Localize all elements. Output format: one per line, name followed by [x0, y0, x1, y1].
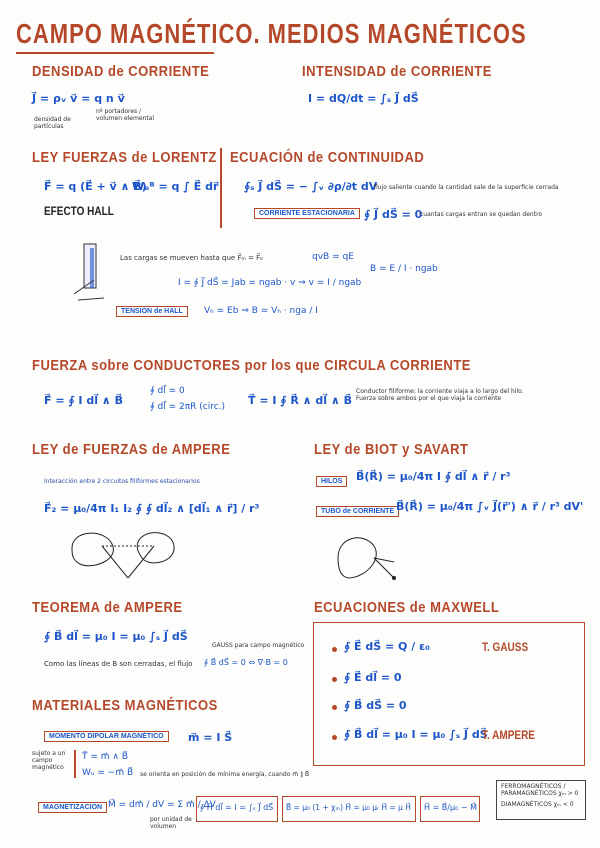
densidad-note-left: densidad de partículas [34, 116, 71, 130]
section-teorema: TEOREMA de AMPERE [32, 598, 183, 616]
hall-eq3: B = E / I · ngab [370, 264, 438, 274]
maxwell-eq4: ∮ B⃗ dl⃗ = μ₀ I = μ₀ ∫ₛ J⃗ dS⃗ [344, 728, 488, 741]
continuidad-note: flujo saliente cuando la cantidad sale de la superficie cerrada [374, 184, 559, 191]
page-title: CAMPO MAGNÉTICO. MEDIOS MAGNÉTICOS [16, 18, 527, 50]
densidad-note-right: nº portadores / volumen elemental [96, 108, 155, 122]
fuerza-eq1: F⃗ = ∮ I dl⃗ ∧ B⃗ [44, 394, 123, 407]
section-biot: LEY de BIOT y SAVART [314, 440, 469, 458]
ampere-fuerzas-note: Interacción entre 2 circuitos filiformes estacionarios [44, 478, 200, 485]
magnetizacion-eq: M⃗ = dm⃗ / dV = Σ m⃗ / ΔV [108, 800, 216, 810]
hall-eq1: qvB = qE [312, 252, 354, 262]
biot-eq2: B⃗(R⃗) = μ₀/4π ∫ᵥ J⃗(r⃗') ∧ r⃗ / r³ dV' [396, 500, 584, 513]
maxwell-eq1: ∮ E⃗ dS⃗ = Q / ε₀ [344, 640, 431, 653]
hm-eq: H⃗ = B⃗/μ₀ − M⃗ [424, 803, 477, 812]
continuidad-eq2: ∮ J⃗ dS⃗ = 0 [364, 208, 423, 221]
hall-plate-diagram [74, 240, 110, 302]
momento-eq: m⃗ = I S⃗ [188, 731, 233, 744]
section-fuerza-conductores: FUERZA sobre CONDUCTORES por los que CIRCULA CORRIENTE [32, 356, 471, 374]
teorema-flux: ∮ B⃗ dS⃗ = 0 ⇔ ∇·B = 0 [204, 658, 288, 667]
section-densidad: DENSIDAD de CORRIENTE [32, 62, 210, 80]
maxwell-eq3: ∮ B⃗ dS⃗ = 0 [344, 699, 407, 712]
fuerza-eq3: T⃗ = I ∮ R⃗ ∧ dl⃗ ∧ B⃗ [248, 394, 353, 407]
biot-diagram [334, 528, 414, 592]
momento-dipolar-box: MOMENTO DIPOLAR MAGNÉTICO [44, 731, 169, 742]
section-ampere-fuerzas: LEY de FUERZAS de AMPERE [32, 440, 231, 458]
gauss-note: GAUSS para campo magnético [212, 642, 305, 649]
ampere-fuerzas-eq: F⃗₂ = μ₀/4π I₁ I₂ ∮ ∮ dl⃗₂ ∧ [dl⃗₁ ∧ r⃗] / r³ [44, 502, 260, 515]
fuerza-eq2a: ∮ dl⃗ = 0 [150, 386, 185, 396]
continuidad-eq: ∮ₛ J⃗ dS⃗ = − ∫ᵥ ∂ρ/∂t dV [244, 180, 378, 193]
maxwell-eq2: ∮ E⃗ dl⃗ = 0 [344, 671, 402, 684]
intensidad-eq: I = dQ/dt = ∫ₛ J⃗ dS⃗ [308, 92, 419, 105]
tension-hall-box: TENSIÓN de HALL [116, 306, 188, 317]
h-eq: ∮ H⃗ dl⃗ = I = ∫ₛ J⃗ dS⃗ [200, 803, 274, 812]
two-circuits-diagram [68, 524, 188, 584]
chi-legend-1: FERROMAGNÉTICOS / PARAMAGNÉTICOS χₘ > 0 [501, 783, 579, 797]
teorema-eq: ∮ B⃗ dl⃗ = μ₀ I = μ₀ ∫ₛ J⃗ dS⃗ [44, 630, 188, 643]
tubo-corriente-box: TUBO de CORRIENTE [316, 506, 399, 517]
b-eq: B⃗ = μ₀ (1 + χₘ) H⃗ = μ₀ μᵣ H⃗ = μ H⃗ [286, 803, 411, 812]
section-continuidad: ECUACIÓN de CONTINUIDAD [230, 148, 425, 166]
corriente-estacionaria-box: CORRIENTE ESTACIONARIA [254, 208, 360, 219]
lorentz-eq2: Wₑᴮ = q ∫ E⃗ dr⃗ [132, 180, 219, 193]
energy-eq: Wᵤ = −m⃗ B⃗ [82, 768, 134, 778]
densidad-eq: J⃗ = ρᵥ v⃗ = q n v⃗ [32, 92, 125, 105]
hilos-box: HILOS [316, 476, 347, 487]
magnetizacion-note: por unidad de volumen [150, 816, 192, 830]
torque-eq: T⃗ = m⃗ ∧ B⃗ [82, 752, 129, 762]
biot-eq1: B⃗(R⃗) = μ₀/4π I ∮ dl⃗ ∧ r⃗ / r³ [356, 470, 511, 483]
section-intensidad: INTENSIDAD de CORRIENTE [302, 62, 492, 80]
maxwell-bullet-3 [332, 705, 337, 710]
chi-legend [496, 780, 586, 820]
title-underline [16, 52, 214, 54]
maxwell-tag-ampere: T. AMPERE [482, 730, 535, 743]
efecto-hall-label: EFECTO HALL [44, 206, 114, 219]
maxwell-bullet-1 [332, 647, 337, 652]
hall-eq2: I = ∮ J⃗ dS⃗ = Jab = ngab · v ⇒ v = I / ngab [178, 278, 362, 288]
materiales-side-note: sujeto a un campo magnético [32, 750, 66, 771]
maxwell-bullet-2 [332, 677, 337, 682]
section-materiales: MATERIALES MAGNÉTICOS [32, 696, 218, 714]
fuerza-note: Conductor filiforme: la corriente viaja a lo largo del hilo. Fuerza sobre ambos por el que viaja la corriente [356, 388, 524, 402]
fuerza-eq2b: ∮ dl⃗ = 2πR (circ.) [150, 402, 226, 412]
section-divider [220, 148, 222, 228]
maxwell-tag-gauss: T. GAUSS [482, 642, 529, 655]
teorema-text: Como las líneas de B son cerradas, el flujo [44, 660, 193, 668]
energy-note: se orienta en posición de mínima energía, cuando m⃗ ∥ B⃗ [140, 771, 310, 778]
hall-text: Las cargas se mueven hasta que F⃗ₘ = F⃗ₑ [120, 254, 264, 262]
continuidad-note2: cuantas cargas entran se quedan dentro [420, 211, 543, 218]
tension-eq: Vₕ = Eb ⇒ B = Vₕ · nga / I [204, 306, 318, 316]
chi-legend-2: DIAMAGNÉTICOS χₘ < 0 [501, 801, 574, 808]
maxwell-bullet-4 [332, 735, 337, 740]
section-maxwell: ECUACIONES de MAXWELL [314, 598, 500, 616]
magnetizacion-box: MAGNETIZACIÓN [38, 802, 107, 813]
materiales-bracket [74, 750, 76, 778]
lorentz-eq1: F⃗ = q (E⃗ + v⃗ ∧ B⃗) [44, 180, 147, 193]
section-lorentz: LEY FUERZAS de LORENTZ [32, 148, 217, 166]
